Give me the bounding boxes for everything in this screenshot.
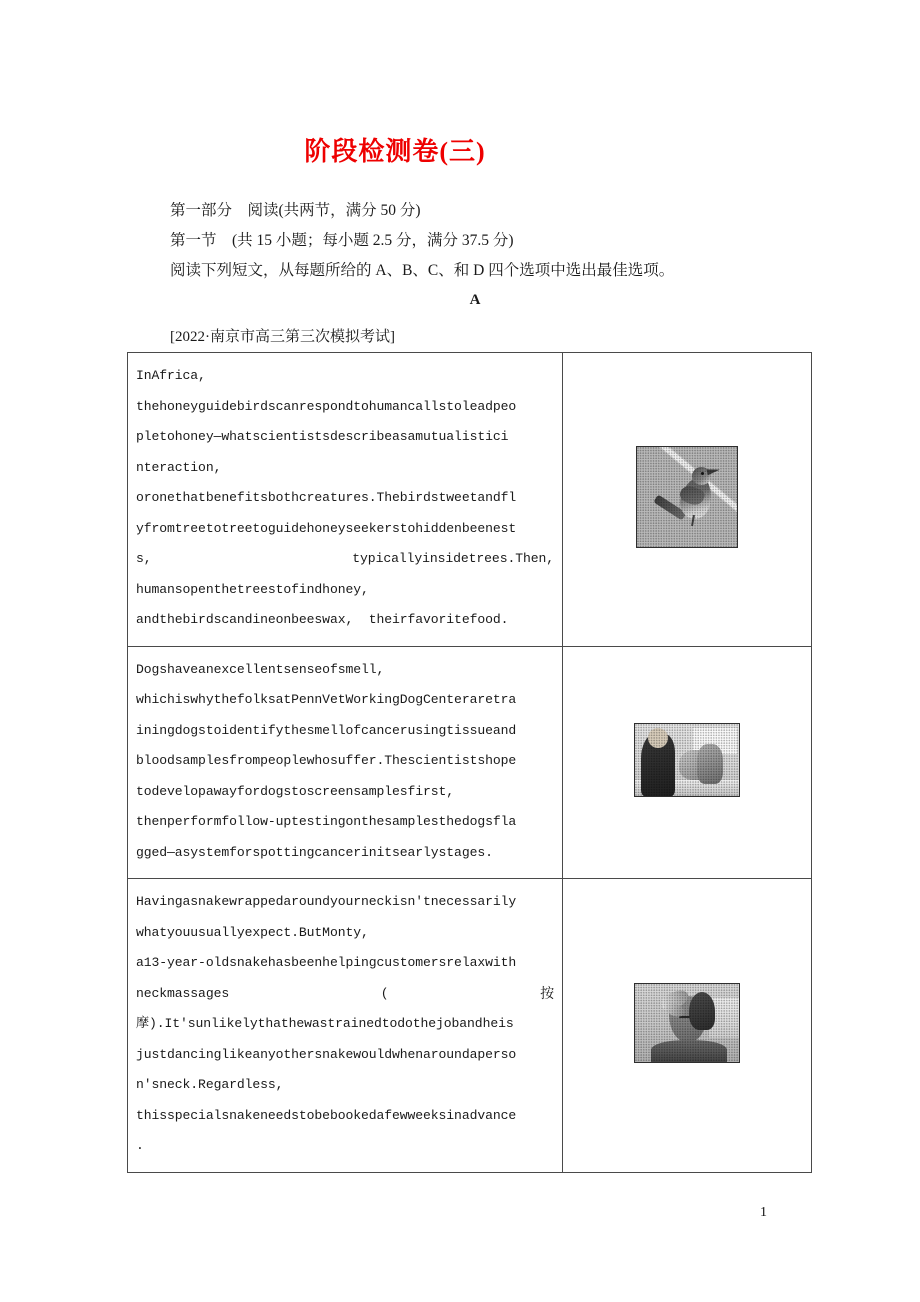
working-dog-center-photo <box>634 723 740 797</box>
customer-shoulder-shape <box>651 1040 727 1062</box>
passage-text-cell-2 <box>128 646 563 879</box>
bird-legs-shape <box>691 515 695 526</box>
passage-image-cell-1 <box>563 353 812 647</box>
table-row <box>128 646 812 879</box>
table-row <box>128 353 812 647</box>
section-one-line: 第一节 (共 15 小题；每小题 2.5 分，满分 37.5 分) <box>170 232 514 249</box>
passage-body-2: Dogshaveanexcellentsenseofsmell, whichiswhythefolksatPennVetWorkingDogCenteraretra iningdogstoidentifythesmellofcancerusingtissueand bloodsamplesfrompeoplewhosuffer.Thescientistshope todevelopawayfordogstoscreensamplesfirst, thenperformfollow-uptestingonthesamplesthedogsfla gged—asystemforspottingcancerinitsearlystages. <box>136 661 517 860</box>
passage-body-3: Havingasnakewrappedaroundyourneckisn'tnecessarily whatyouusuallyexpect.ButMonty, a13-year-oldsnakehasbeenhelpingcustomersrelaxwith neckmassages ( 按 摩).It'sunlikelythathewastrainedtodothejobandheis justdancinglikeanyothersnakewouldwhenaroundaperso n'sneck.Regardless, thisspecialsnakeneedstobebookedafewweeksinadvance . <box>136 894 554 1153</box>
honeyguide-bird-photo <box>636 446 738 548</box>
bird-beak-shape <box>707 466 721 475</box>
reading-instruction-line: 阅读下列短文，从每题所给的 A、B、C、和 D 四个选项中选出最佳选项。 <box>170 262 675 279</box>
passage-body-1: InAfrica, thehoneyguidebirdscanrespondtohumancallstoleadpeo pletohoney—whatscientistsdescribeasamutualistici nteraction, oronethatbenefitsbothcreatures.Thebirdstweetandfl yfromtreetotreetoguidehoneyseekerstohiddenbeenest s, typicallyinsidetrees.Then, humansopenthetreestofindhoney, andthebirdscandineonbeeswax, theirfavoritefood. <box>136 368 554 627</box>
justified-line: s, typicallyinsidetrees.Then, <box>136 551 554 566</box>
table-row <box>128 879 812 1173</box>
part-one-line: 第一部分 阅读(共两节，满分 50 分) <box>170 202 421 219</box>
exam-source-citation: [2022·南京市高三第三次模拟考试] <box>170 329 395 345</box>
justified-line: neckmassages ( 按 <box>136 985 554 1002</box>
passage-text-cell-1 <box>128 353 563 647</box>
handler-head-shape <box>648 728 668 748</box>
bird-eye-shape <box>701 472 704 475</box>
passage-text-cell-3 <box>128 879 563 1173</box>
passages-table <box>127 352 812 1173</box>
section-letter: A <box>469 292 481 308</box>
page-number: 1 <box>760 1205 767 1220</box>
customer-hair-shape <box>689 992 715 1030</box>
passage-image-cell-2 <box>563 646 812 879</box>
exam-instructions <box>170 196 810 286</box>
passage-image-cell-3 <box>563 879 812 1173</box>
dog-shape-secondary <box>697 744 723 784</box>
page-title: 阶段检测卷(三) <box>304 137 486 166</box>
snake-massage-photo <box>634 983 740 1063</box>
